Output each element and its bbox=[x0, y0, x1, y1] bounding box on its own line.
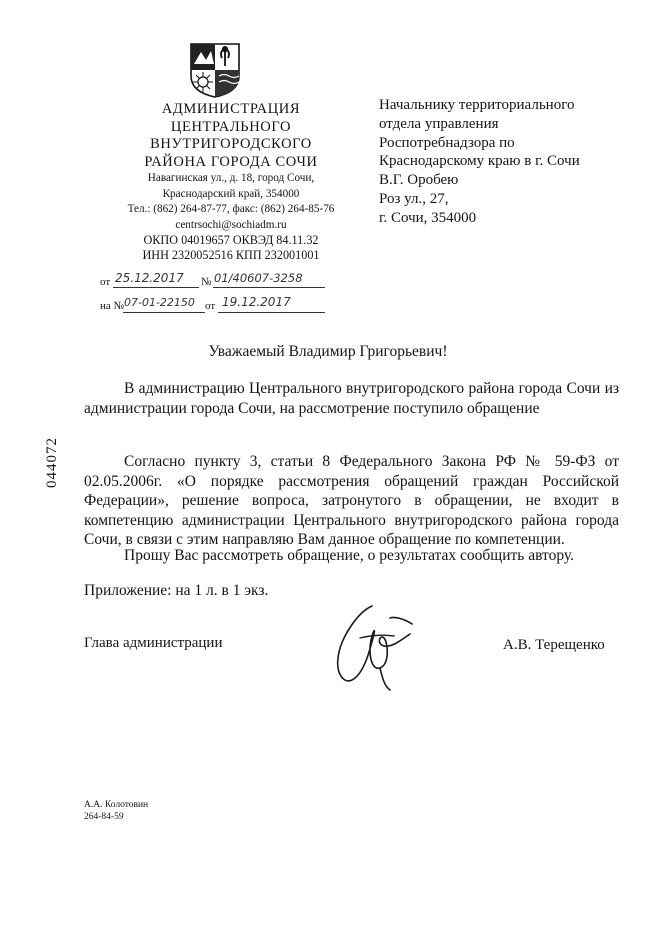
org-address-line: Краснодарский край, 354000 bbox=[162, 187, 300, 200]
signatory-name: А.В. Терещенко bbox=[503, 637, 605, 653]
org-name-line: ЦЕНТРАЛЬНОГО bbox=[170, 118, 292, 135]
on-date-underline bbox=[218, 312, 325, 313]
stamp-number: 044072 bbox=[44, 437, 60, 488]
org-codes: ИНН 2320052516 КПП 232001001 bbox=[142, 248, 320, 262]
from-prefix: от bbox=[100, 276, 111, 288]
org-email: centrsochi@sochiadm.ru bbox=[175, 218, 287, 231]
executor-block bbox=[84, 799, 148, 823]
org-name-line: ВНУТРИГОРОДСКОГО bbox=[150, 136, 312, 152]
attachment-note: Приложение: на 1 л. в 1 экз. bbox=[84, 582, 269, 599]
number-underline bbox=[213, 287, 325, 288]
handwritten-signature bbox=[330, 598, 420, 694]
incoming-number: 07-01-22150 bbox=[124, 296, 195, 309]
recipient-line: Начальнику территориального bbox=[379, 97, 575, 113]
org-name-line: РАЙОНА ГОРОДА СОЧИ bbox=[144, 153, 318, 170]
body-paragraph: Согласно пункту 3, статьи 8 Федерального Закона РФ № 59-ФЗ от 02.05.2006г. «О порядке рассмотрения обращений граждан Российской Федерации», решение вопроса, затронутого в обращении, не входит в компетенцию администрации Центрального внутригородского района города Сочи, в связи с этим направляю Вам данное обращение по компетенции. bbox=[84, 453, 619, 548]
recipient-line: отдела управления bbox=[379, 115, 499, 132]
sender-organization-block bbox=[106, 101, 356, 263]
number-prefix: № bbox=[201, 276, 212, 288]
org-phone: Тел.: (862) 264-87-77, факс: (862) 264-85-76 bbox=[127, 203, 335, 215]
org-address-line: Навагинская ул., д. 18, город Сочи, bbox=[147, 172, 315, 184]
incoming-date: 19.12.2017 bbox=[222, 295, 291, 309]
recipient-line: г. Сочи, 354000 bbox=[379, 209, 477, 226]
on-number-prefix: на № bbox=[100, 300, 125, 312]
org-name-line: АДМИНИСТРАЦИЯ bbox=[161, 101, 301, 117]
greeting: Уважаемый Владимир Григорьевич! bbox=[208, 343, 448, 360]
body-paragraph: Прошу Вас рассмотреть обращение, о результатах сообщить автору. bbox=[124, 547, 574, 564]
body-paragraph: В администрацию Центрального внутригородского района города Сочи из администрации города Сочи, на рассмотрение поступило обращение bbox=[84, 380, 619, 417]
recipient-line: В.Г. Оробею bbox=[379, 172, 459, 189]
executor-phone: 264-84-59 bbox=[84, 812, 124, 822]
recipient-line: Роспотребнадзора по bbox=[379, 134, 515, 151]
registration-stamp bbox=[40, 428, 70, 488]
on-date-prefix: от bbox=[205, 300, 216, 312]
recipient-line: Краснодарскому краю в г. Сочи bbox=[379, 153, 580, 170]
outgoing-date: 25.12.2017 bbox=[115, 271, 184, 285]
on-number-underline bbox=[123, 312, 205, 313]
signatory-position: Глава администрации bbox=[84, 635, 223, 651]
executor-name: А.А. Колотовин bbox=[84, 800, 149, 810]
org-codes: ОКПО 04019657 ОКВЭД 84.11.32 bbox=[143, 233, 319, 247]
recipient-line: Роз ул., 27, bbox=[379, 190, 449, 207]
sochi-coat-of-arms-icon bbox=[189, 42, 241, 98]
recipient-block bbox=[379, 96, 580, 228]
date-underline bbox=[113, 287, 199, 288]
outgoing-number: 01/40607-3258 bbox=[214, 271, 303, 285]
